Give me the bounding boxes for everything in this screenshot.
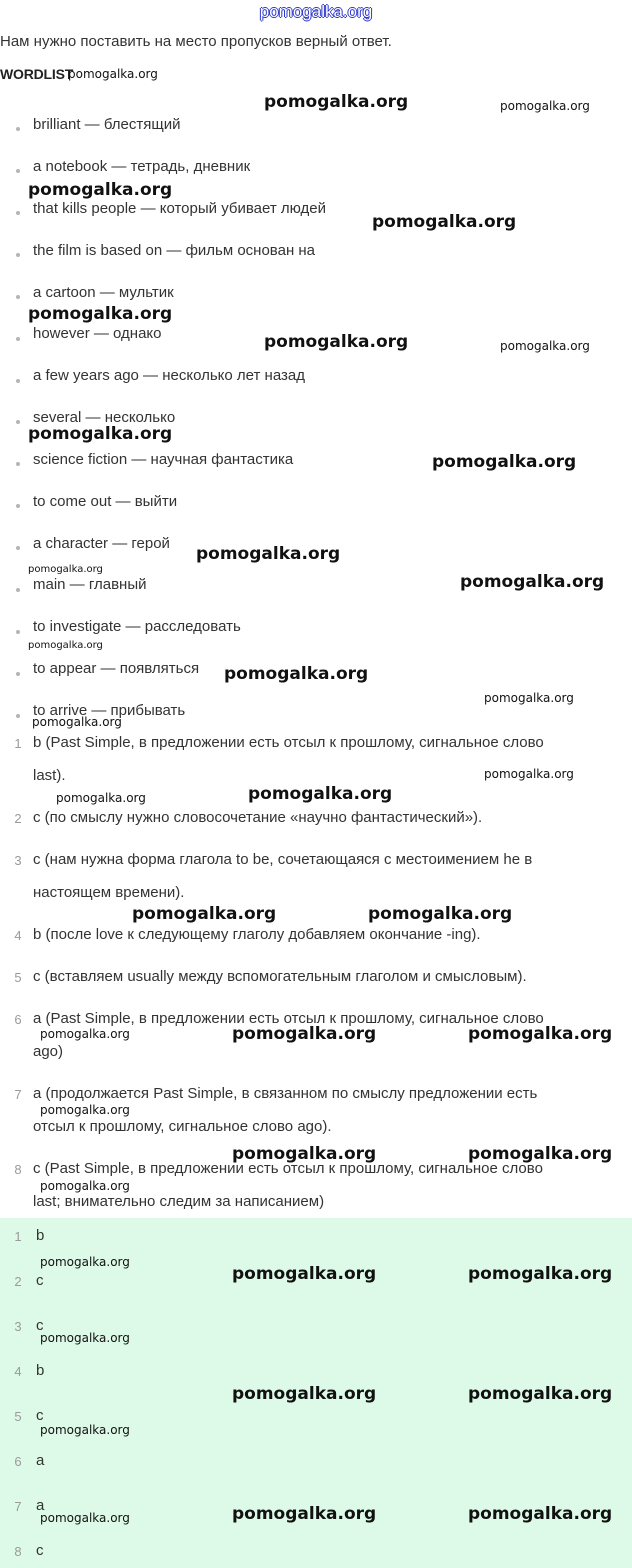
- watermark: pomogalka.org: [40, 1103, 130, 1117]
- wordlist-item: however — однако: [33, 325, 162, 342]
- wordlist-item: the film is based on — фильм основан на: [33, 242, 316, 259]
- watermark: pomogalka.org: [468, 1024, 613, 1044]
- explanation-line: last).: [33, 767, 66, 784]
- answer-value: a: [36, 1497, 45, 1514]
- site-header-link[interactable]: pomogalka.org: [259, 2, 373, 21]
- explanation-line: c (нам нужна форма глагола to be, сочетающаяся с местоимением he в: [33, 851, 533, 868]
- watermark: pomogalka.org: [232, 1144, 377, 1164]
- answer-number: 3: [14, 1319, 22, 1334]
- wordlist-item: that kills people — который убивает людей: [33, 200, 326, 217]
- answer-value: c: [36, 1542, 44, 1559]
- watermark: pomogalka.org: [56, 791, 146, 805]
- wordlist-item: several — несколько: [33, 409, 176, 426]
- answer-value: b: [36, 1227, 45, 1244]
- watermark: pomogalka.org: [40, 1027, 130, 1041]
- bullet-icon: [16, 253, 20, 257]
- explanation-number: 5: [14, 970, 22, 985]
- watermark: pomogalka.org: [224, 664, 369, 684]
- wordlist-item: to come out — выйти: [33, 493, 178, 510]
- bullet-icon: [16, 169, 20, 173]
- watermark: pomogalka.org: [232, 1504, 377, 1524]
- wordlist-item: a notebook — тетрадь, дневник: [33, 158, 251, 175]
- watermark: pomogalka.org: [28, 564, 103, 575]
- watermark: pomogalka.org: [432, 452, 577, 472]
- explanation-line: c (вставляем usually между вспомогательным глаголом и смысловым).: [33, 968, 527, 985]
- bullet-icon: [16, 504, 20, 508]
- bullet-icon: [16, 546, 20, 550]
- intro-text: Нам нужно поставить на место пропусков верный ответ.: [0, 33, 392, 50]
- explanation-number: 8: [14, 1162, 22, 1177]
- bullet-icon: [16, 672, 20, 676]
- wordlist-item: to arrive — прибывать: [33, 702, 186, 719]
- wordlist-item: a character — герой: [33, 535, 170, 552]
- bullet-icon: [16, 211, 20, 215]
- answer-value: c: [36, 1407, 44, 1424]
- watermark: pomogalka.org: [264, 92, 409, 112]
- answer-number: 5: [14, 1409, 22, 1424]
- explanation-line: c (Past Simple, в предложении есть отсыл к прошлому, сигнальное слово: [33, 1160, 543, 1177]
- explanation-line: ago): [33, 1043, 64, 1060]
- explanation-number: 6: [14, 1012, 22, 1027]
- wordlist-item: a few years ago — несколько лет назад: [33, 367, 305, 384]
- answer-number: 8: [14, 1544, 22, 1559]
- watermark: pomogalka.org: [232, 1384, 377, 1404]
- watermark: pomogalka.org: [196, 544, 341, 564]
- watermark: pomogalka.org: [484, 767, 574, 781]
- watermark: pomogalka.org: [500, 99, 590, 113]
- answer-number: 1: [14, 1229, 22, 1244]
- bullet-icon: [16, 379, 20, 383]
- bullet-icon: [16, 295, 20, 299]
- answer-value: a: [36, 1452, 45, 1469]
- watermark: pomogalka.org: [132, 904, 277, 924]
- watermark: pomogalka.org: [40, 1511, 130, 1525]
- explanation-line: b (после love к следующему глаголу добавляем окончание -ing).: [33, 926, 481, 943]
- watermark: pomogalka.org: [232, 1264, 377, 1284]
- bullet-icon: [16, 630, 20, 634]
- explanation-line: отсыл к прошлому, сигнальное слово ago).: [33, 1118, 332, 1135]
- explanation-number: 7: [14, 1087, 22, 1102]
- watermark: pomogalka.org: [68, 67, 158, 81]
- watermark: pomogalka.org: [232, 1024, 377, 1044]
- watermark: pomogalka.org: [28, 180, 173, 200]
- watermark: pomogalka.org: [500, 339, 590, 353]
- watermark: pomogalka.org: [460, 572, 605, 592]
- wordlist-item: brilliant — блестящий: [33, 116, 181, 133]
- bullet-icon: [16, 462, 20, 466]
- explanation-line: настоящем времени).: [33, 884, 185, 901]
- watermark: pomogalka.org: [248, 784, 393, 804]
- wordlist-item: main — главный: [33, 576, 147, 593]
- wordlist-item: science fiction — научная фантастика: [33, 451, 294, 468]
- watermark: pomogalka.org: [40, 1179, 130, 1193]
- watermark: pomogalka.org: [40, 1423, 130, 1437]
- bullet-icon: [16, 337, 20, 341]
- watermark: pomogalka.org: [264, 332, 409, 352]
- watermark: pomogalka.org: [32, 715, 122, 729]
- explanation-line: a (Past Simple, в предложении есть отсыл к прошлому, сигнальное слово: [33, 1010, 544, 1027]
- explanation-line: last; внимательно следим за написанием): [33, 1193, 325, 1210]
- wordlist-item: to investigate — расследовать: [33, 618, 241, 635]
- answer-number: 2: [14, 1274, 22, 1289]
- wordlist-item: to appear — появляться: [33, 660, 200, 677]
- watermark: pomogalka.org: [40, 1331, 130, 1345]
- bullet-icon: [16, 420, 20, 424]
- explanation-number: 2: [14, 811, 22, 826]
- watermark: pomogalka.org: [468, 1504, 613, 1524]
- explanation-number: 1: [14, 736, 22, 751]
- bullet-icon: [16, 588, 20, 592]
- answer-number: 4: [14, 1364, 22, 1379]
- explanation-line: b (Past Simple, в предложении есть отсыл к прошлому, сигнальное слово: [33, 734, 544, 751]
- answer-number: 6: [14, 1454, 22, 1469]
- answer-value: c: [36, 1272, 44, 1289]
- watermark: pomogalka.org: [28, 304, 173, 324]
- wordlist-title: WORDLIST: [0, 66, 74, 82]
- watermark: pomogalka.org: [372, 212, 517, 232]
- explanation-line: a (продолжается Past Simple, в связанном по смыслу предложении есть: [33, 1085, 538, 1102]
- explanation-line: c (по смыслу нужно словосочетание «научно фантастический»).: [33, 809, 483, 826]
- watermark: pomogalka.org: [484, 691, 574, 705]
- explanation-number: 3: [14, 853, 22, 868]
- watermark: pomogalka.org: [28, 640, 103, 651]
- wordlist-item: a cartoon — мультик: [33, 284, 174, 301]
- watermark: pomogalka.org: [40, 1255, 130, 1269]
- bullet-icon: [16, 714, 20, 718]
- answer-number: 7: [14, 1499, 22, 1514]
- answer-value: b: [36, 1362, 45, 1379]
- watermark: pomogalka.org: [468, 1384, 613, 1404]
- explanation-number: 4: [14, 928, 22, 943]
- answer-value: c: [36, 1317, 44, 1334]
- watermark: pomogalka.org: [368, 904, 513, 924]
- watermark: pomogalka.org: [468, 1264, 613, 1284]
- watermark: pomogalka.org: [28, 424, 173, 444]
- watermark: pomogalka.org: [468, 1144, 613, 1164]
- bullet-icon: [16, 127, 20, 131]
